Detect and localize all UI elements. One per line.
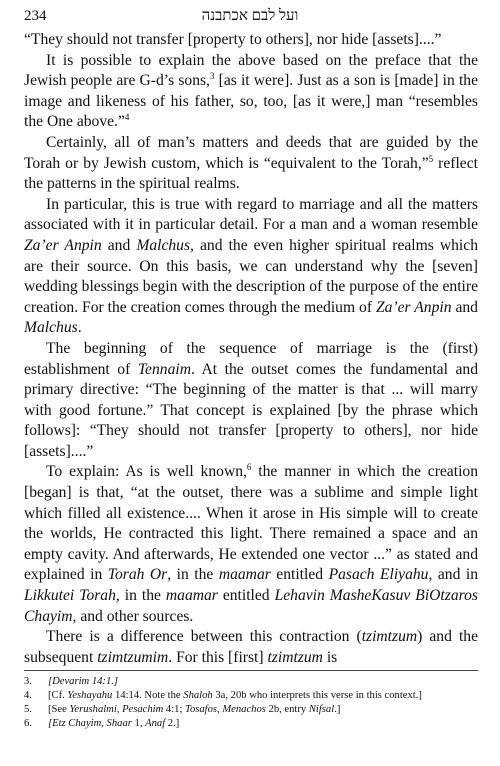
text-run: 2.] <box>165 718 180 729</box>
text-run: entitled <box>217 587 275 605</box>
text-run: . <box>77 319 82 337</box>
footnote-text <box>48 675 478 689</box>
italic-text: tzimtzumim <box>97 648 169 666</box>
italic-text: Nifsal <box>308 704 335 715</box>
paragraph <box>24 627 478 668</box>
text-run: and <box>451 298 478 316</box>
italic-text: Malchus <box>24 319 78 337</box>
text-run: . At the outset comes the fundamental and primary directive: “The beginning of the matter is that ... will marry with good fortune.” That concept is explained [by the phrase which follows]: “They should not transfer [property to others], nor hide [assets]....” <box>24 360 478 460</box>
italic-text: tzimtzum <box>361 628 418 646</box>
italic-text: Anaf <box>145 718 166 729</box>
text-run: The beginning of the sequence of marriage is the (first) establishment of <box>24 339 478 378</box>
text-run: entitled <box>270 566 329 584</box>
footnote-text <box>48 717 478 731</box>
italic-text: Malchus <box>136 236 191 254</box>
italic-text: tzimtzum <box>267 648 323 666</box>
text-run: It is possible to explain the above based on the preface that the Jewish people are G-d’s sons, <box>24 51 478 90</box>
footnote-text <box>48 689 478 703</box>
page-header <box>20 8 480 30</box>
text-run: , in the <box>167 566 219 584</box>
text-run: 1, <box>131 718 146 729</box>
italic-text: maamar <box>218 566 271 584</box>
text-run: reflect the patterns in the spiritual realms. <box>24 154 478 193</box>
paragraph <box>24 462 478 627</box>
italic-text: Torah Or <box>107 566 168 584</box>
italic-text: Tennaim <box>137 360 191 378</box>
footnote-ref: 5 <box>428 153 434 164</box>
italic-text: [Devarim 14:1.] <box>48 676 119 687</box>
text-run: , and the even higher spiritual realms which are their source. On this basis, we can understand why the [seven] wedding blessings begin with the description of the purpose of the entire creation. For the creation comes through the medium of <box>24 236 478 316</box>
page-number: 234 <box>24 8 47 24</box>
text-run: , and other sources. <box>72 607 194 625</box>
footnote-ref: 6 <box>246 462 252 473</box>
text-run: To explain: As is well known, <box>46 463 247 481</box>
text-run: . For this [first] <box>168 648 268 666</box>
text-run: [as it were]. Just as a son is [made] in the image and likeness of his father, so, too, [as it were,] man “resembles the One above.” <box>24 72 478 131</box>
italic-text: Pasach Eliyahu <box>328 566 429 584</box>
italic-text: maamar <box>165 587 218 605</box>
italic-text: Shaloh <box>183 690 213 701</box>
text-run: 2b, entry <box>265 704 309 715</box>
paragraph <box>24 51 478 133</box>
italic-text: Za’er Anpin <box>24 236 102 254</box>
text-run: [Cf. <box>48 690 68 701</box>
footnote-number: 5. <box>24 704 32 715</box>
paragraph <box>24 339 478 463</box>
footnote-ref: 3 <box>209 71 215 81</box>
footnote <box>24 675 478 689</box>
italic-text: Yerushalmi, Pesachim <box>69 704 164 715</box>
text-run: in the <box>119 587 166 605</box>
footnote <box>24 717 478 731</box>
text-run: There is a difference between this contraction ( <box>46 628 362 646</box>
body-text <box>24 30 478 668</box>
text-run: the manner in which the creation [began] is that, “at the outset, there was a sublime and simple light which filled all existence.... When it arose in His simple will to create the worlds, He contracted this light. There remained a space and an empty cavity. And afterwards, He extended one vector ...” as stated and explained in <box>24 463 478 584</box>
text-run: [See <box>48 704 70 715</box>
footnote-number: 6. <box>24 718 32 729</box>
italic-text: Likkutei Torah, <box>24 587 120 605</box>
text-run: .] <box>334 704 341 715</box>
italic-text: Lehavin MasheKasuv BiOtzaros Chayim <box>24 587 478 625</box>
italic-text: Yeshayahu <box>67 690 113 701</box>
text-run: 3a, 20b who interprets this verse in this context.] <box>212 690 422 701</box>
text-run: 14:14. Note the <box>112 690 184 701</box>
text-run: ) and the subsequent <box>24 628 478 666</box>
footnote <box>24 703 478 717</box>
text-run: , and in <box>428 566 478 584</box>
paragraph <box>24 133 478 195</box>
footnote-ref: 4 <box>124 112 130 123</box>
text-run: 4:1; <box>163 704 186 715</box>
italic-text: Za’er Anpin <box>375 298 452 316</box>
footnote-number: 3. <box>24 676 32 687</box>
running-head: ועל לבם אכתבנה <box>201 8 299 24</box>
text-run: In particular, this is true with regard to marriage and all the matters associated with it in particular detail. For a man and a woman resemble <box>24 195 478 234</box>
text-run: “They should not transfer [property to others], nor hide [assets]....” <box>24 31 442 48</box>
footnote-number: 4. <box>24 690 32 701</box>
italic-text: Tosafos, Menachos <box>185 704 266 715</box>
text-run: and <box>101 236 137 254</box>
footnote <box>24 689 478 703</box>
paragraph <box>24 30 478 51</box>
italic-text: [Etz Chayim, Shaar <box>48 718 132 729</box>
footnotes <box>24 670 478 731</box>
text-run: Certainly, all of man’s matters and deeds that are guided by the Torah or by Jewish custom, which is “equivalent to the Torah,” <box>24 133 478 172</box>
paragraph <box>24 195 478 339</box>
footnote-text <box>48 703 478 717</box>
text-run: is <box>322 648 338 666</box>
